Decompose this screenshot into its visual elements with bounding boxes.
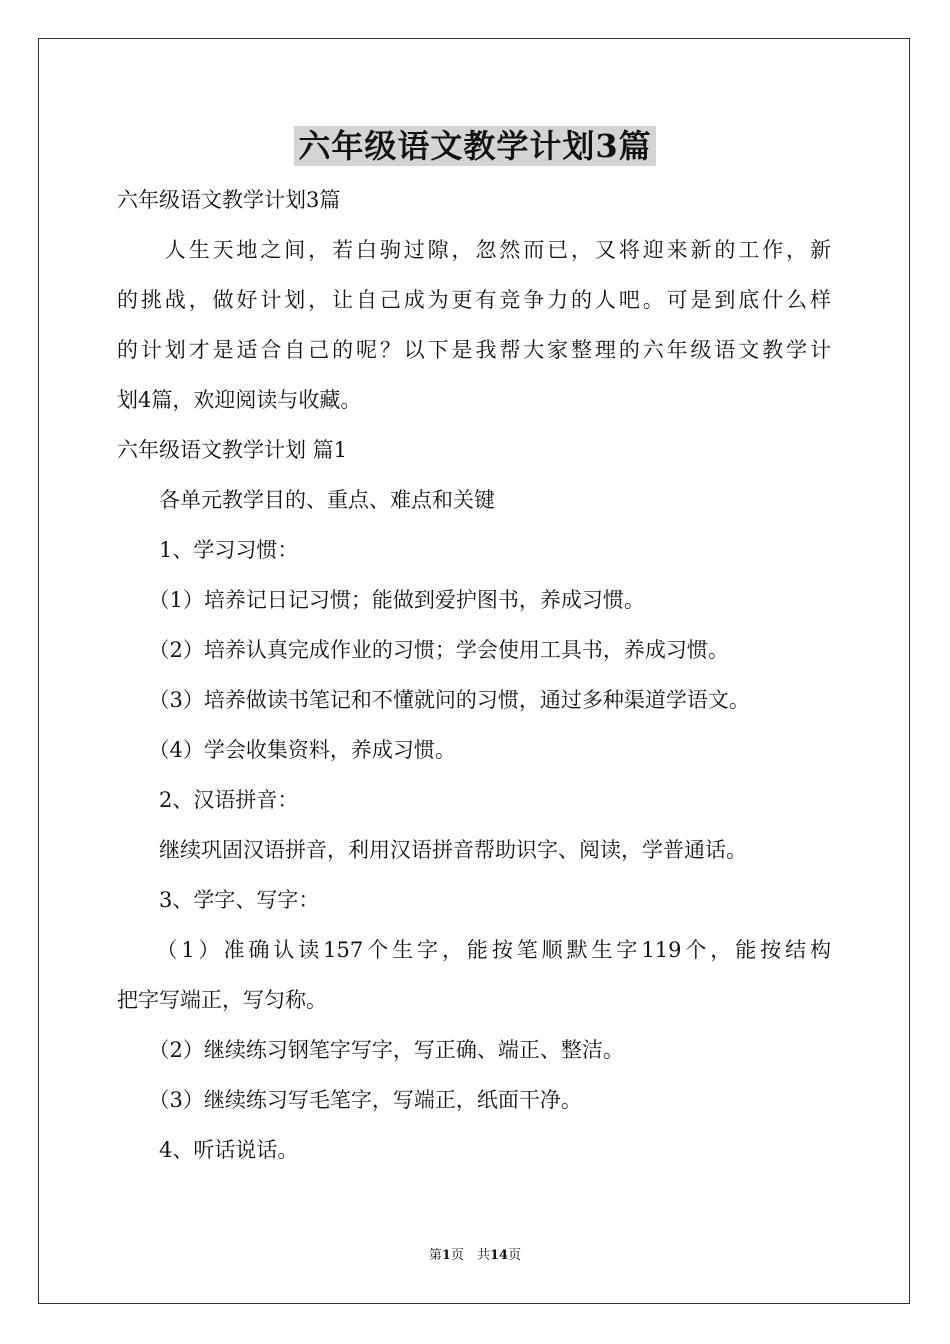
subtitle-line: 六年级语文教学计划3篇 [117,188,341,212]
list-item: （3）继续练习写毛笔字，写端正，纸面干净。 [117,1088,582,1112]
paragraph-line: 的挑战，做好计划，让自己成为更有竞争力的人吧。可是到底什么样 [117,288,831,312]
section-heading: 六年级语文教学计划 篇1 [117,438,348,462]
list-item: （2）培养认真完成作业的习惯；学会使用工具书，养成习惯。 [117,638,729,662]
title-container [0,126,950,166]
paragraph-line: 各单元教学目的、重点、难点和关键 [117,488,495,512]
paragraph-line: 人生天地之间，若白驹过隙，忽然而已，又将迎来新的工作，新 [117,238,831,262]
footer-prefix: 第 [428,1248,442,1263]
paragraph-line: 划4篇，欢迎阅读与收藏。 [117,388,362,412]
list-item: （1）培养记日记习惯；能做到爱护图书，养成习惯。 [117,588,645,612]
list-heading: 3、学字、写字： [117,888,320,912]
page-border [38,38,910,1304]
list-heading: 1、学习习惯： [117,538,299,562]
list-item: （4）学会收集资料，养成习惯。 [117,738,456,762]
list-item: （2）继续练习钢笔字写字，写正确、端正、整洁。 [117,1038,624,1062]
list-item: （3）培养做读书笔记和不懂就问的习惯，通过多种渠道学语文。 [117,688,750,712]
footer-suffix: 页 [508,1248,522,1263]
paragraph-line: 的计划才是适合自己的呢？以下是我帮大家整理的六年级语文教学计 [117,338,831,362]
list-heading: 4、听话说话。 [117,1138,299,1162]
paragraph-line: 继续巩固汉语拼音，利用汉语拼音帮助识字、阅读，学普通话。 [117,838,747,862]
total-pages-number: 14 [489,1248,509,1263]
footer-mid: 页 共 [450,1248,490,1263]
list-item-continuation: 把字写端正，写匀称。 [117,988,327,1012]
page-footer [0,1247,950,1265]
current-page-number: 1 [441,1248,451,1263]
document-title: 六年级语文教学计划3篇 [294,126,655,166]
list-item: （1）准确认读157个生字，能按笔顺默生字119个，能按结构 [117,938,831,962]
list-heading: 2、汉语拼音： [117,788,299,812]
